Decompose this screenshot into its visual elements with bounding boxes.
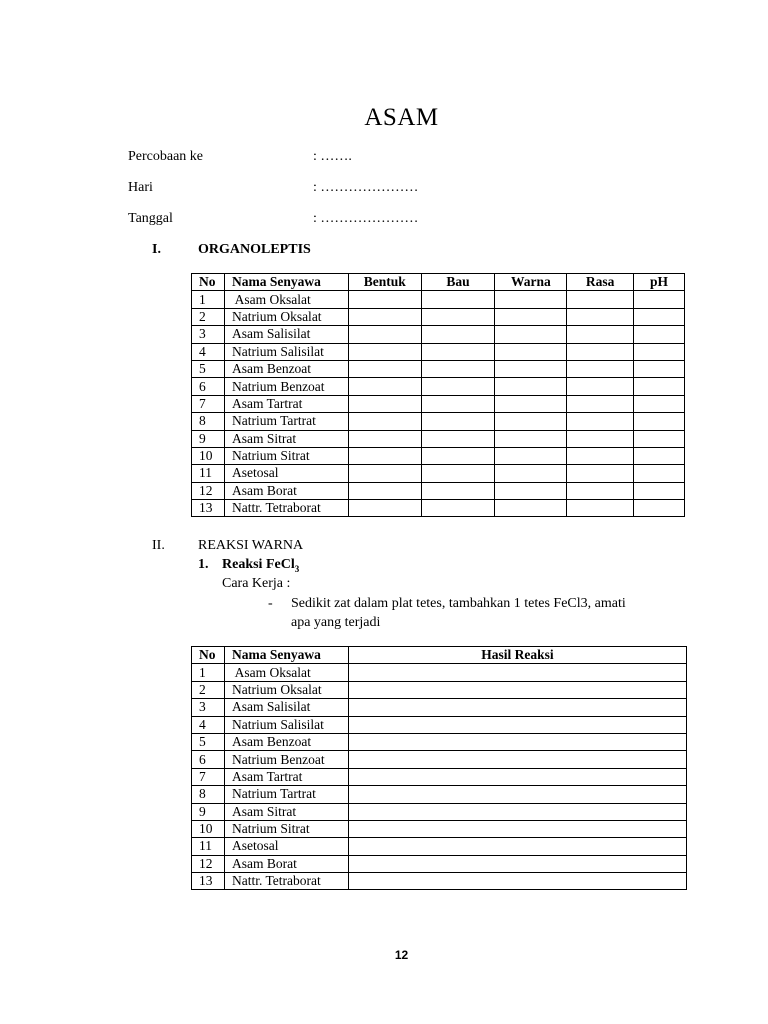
table-row — [192, 786, 687, 803]
table-row — [192, 716, 687, 733]
cell-empty — [567, 343, 634, 360]
cell-compound-name: Nattr. Tetraborat — [224, 500, 348, 517]
table-row — [192, 664, 687, 681]
cell-compound-name: Asetosal — [224, 465, 348, 482]
cell-empty — [348, 500, 421, 517]
table-row — [192, 733, 687, 750]
cell-empty — [634, 430, 685, 447]
table-header-row — [192, 274, 685, 291]
cell-empty — [421, 430, 495, 447]
table-header-row — [192, 647, 687, 664]
table-row — [192, 447, 685, 464]
cell-empty — [421, 360, 495, 377]
cell-empty — [495, 395, 567, 412]
reaksi-fecl3-table — [191, 646, 687, 890]
cell-empty — [421, 413, 495, 430]
cell-empty — [348, 360, 421, 377]
header-warna: Warna — [495, 274, 567, 291]
cell-empty — [567, 482, 634, 499]
cell-no: 12 — [192, 855, 225, 872]
meta-label-percobaan: Percobaan ke — [128, 149, 204, 164]
cell-empty — [567, 430, 634, 447]
cell-empty — [567, 378, 634, 395]
cell-empty — [421, 395, 495, 412]
cell-empty — [495, 482, 567, 499]
cell-empty — [495, 500, 567, 517]
cell-no: 13 — [192, 500, 225, 517]
cell-empty — [634, 395, 685, 412]
cell-compound-name: Natrium Benzoat — [224, 751, 348, 768]
page-number: 12 — [394, 948, 409, 962]
cell-no: 7 — [192, 768, 225, 785]
reaksi-table-body — [192, 664, 687, 890]
cell-empty — [495, 413, 567, 430]
cell-compound-name: Natrium Tartrat — [224, 786, 348, 803]
cell-empty — [495, 430, 567, 447]
cell-empty — [348, 820, 686, 837]
table-row — [192, 500, 685, 517]
page-title: ASAM — [364, 104, 439, 131]
cell-compound-name: Asetosal — [224, 838, 348, 855]
cell-empty — [348, 326, 421, 343]
cell-empty — [634, 343, 685, 360]
table-row — [192, 378, 685, 395]
table-row — [192, 395, 685, 412]
cell-compound-name: Natrium Tartrat — [224, 413, 348, 430]
cell-empty — [348, 733, 686, 750]
header-rasa: Rasa — [567, 274, 634, 291]
cell-empty — [421, 447, 495, 464]
cell-empty — [495, 343, 567, 360]
table-row — [192, 360, 685, 377]
table-row — [192, 873, 687, 890]
section2-number: II. — [152, 538, 165, 553]
cell-compound-name: Asam Salisilat — [224, 699, 348, 716]
cell-empty — [421, 308, 495, 325]
cell-empty — [348, 378, 421, 395]
meta-value-percobaan: : ……. — [313, 149, 352, 164]
cell-empty — [348, 430, 421, 447]
cell-empty — [421, 343, 495, 360]
cell-empty — [634, 447, 685, 464]
table-row — [192, 291, 685, 308]
cell-no: 2 — [192, 681, 225, 698]
table-row — [192, 326, 685, 343]
cell-no: 5 — [192, 733, 225, 750]
cell-empty — [421, 291, 495, 308]
cell-compound-name: Natrium Oksalat — [224, 308, 348, 325]
cell-no: 5 — [192, 360, 225, 377]
cell-empty — [495, 291, 567, 308]
cell-empty — [567, 500, 634, 517]
cell-empty — [348, 855, 686, 872]
cell-empty — [421, 326, 495, 343]
cell-empty — [348, 716, 686, 733]
table-row — [192, 699, 687, 716]
cell-empty — [348, 447, 421, 464]
cell-empty — [348, 786, 686, 803]
cell-empty — [634, 482, 685, 499]
cell-empty — [495, 326, 567, 343]
cell-no: 11 — [192, 465, 225, 482]
table-row — [192, 343, 685, 360]
meta-value-hari: : ………………… — [313, 180, 419, 195]
cell-empty — [421, 378, 495, 395]
cell-no: 13 — [192, 873, 225, 890]
cell-empty — [348, 413, 421, 430]
cell-empty — [348, 291, 421, 308]
header-bentuk: Bentuk — [348, 274, 421, 291]
cell-empty — [567, 395, 634, 412]
cell-empty — [495, 308, 567, 325]
cell-no: 9 — [192, 430, 225, 447]
cell-compound-name: Natrium Salisilat — [224, 343, 348, 360]
header-hasil-reaksi: Hasil Reaksi — [348, 647, 686, 664]
table-row — [192, 820, 687, 837]
cell-empty — [348, 482, 421, 499]
cell-compound-name: Nattr. Tetraborat — [224, 873, 348, 890]
cell-compound-name: Asam Borat — [224, 482, 348, 499]
cell-empty — [634, 326, 685, 343]
cell-empty — [348, 803, 686, 820]
cell-no: 4 — [192, 343, 225, 360]
cell-empty — [348, 681, 686, 698]
table-row — [192, 838, 687, 855]
cell-empty — [348, 768, 686, 785]
header-no: No — [192, 647, 225, 664]
cell-empty — [348, 751, 686, 768]
subsection-title-text: Reaksi FeCl — [222, 557, 295, 572]
cell-empty — [348, 838, 686, 855]
cell-no: 6 — [192, 751, 225, 768]
cell-empty — [421, 482, 495, 499]
cell-compound-name: Asam Sitrat — [224, 430, 348, 447]
cell-empty — [348, 699, 686, 716]
header-no: No — [192, 274, 225, 291]
cell-compound-name: Asam Tartrat — [224, 768, 348, 785]
header-nama-senyawa: Nama Senyawa — [224, 647, 348, 664]
cell-no: 4 — [192, 716, 225, 733]
cell-no: 10 — [192, 447, 225, 464]
cell-empty — [348, 664, 686, 681]
step-text-line1: Sedikit zat dalam plat tetes, tambahkan 1 tetes FeCl3, amati — [291, 596, 626, 611]
header-nama-senyawa: Nama Senyawa — [224, 274, 348, 291]
cell-empty — [348, 308, 421, 325]
cell-empty — [348, 465, 421, 482]
cell-empty — [567, 308, 634, 325]
cell-no: 6 — [192, 378, 225, 395]
cell-empty — [421, 465, 495, 482]
cell-empty — [348, 343, 421, 360]
cell-compound-name: Asam Sitrat — [224, 803, 348, 820]
cell-empty — [495, 378, 567, 395]
cell-no: 8 — [192, 413, 225, 430]
cell-empty — [348, 395, 421, 412]
cell-empty — [634, 465, 685, 482]
section1-number: I. — [152, 242, 161, 257]
cell-empty — [348, 873, 686, 890]
table-row — [192, 308, 685, 325]
section2-title: REAKSI WARNA — [198, 538, 304, 553]
cell-no: 3 — [192, 326, 225, 343]
table-row — [192, 681, 687, 698]
cell-compound-name: Natrium Benzoat — [224, 378, 348, 395]
cell-empty — [567, 447, 634, 464]
cell-no: 2 — [192, 308, 225, 325]
table-row — [192, 768, 687, 785]
cell-empty — [634, 308, 685, 325]
cell-empty — [634, 413, 685, 430]
cell-no: 10 — [192, 820, 225, 837]
step-bullet: - — [268, 596, 273, 611]
cell-empty — [634, 291, 685, 308]
cell-compound-name: Natrium Sitrat — [224, 447, 348, 464]
cell-empty — [495, 465, 567, 482]
meta-value-tanggal: : ………………… — [313, 211, 419, 226]
cell-compound-name: Asam Benzoat — [224, 360, 348, 377]
cell-no: 12 — [192, 482, 225, 499]
table-row — [192, 465, 685, 482]
header-ph: pH — [634, 274, 685, 291]
subsection-title-subscript: 3 — [294, 563, 300, 574]
cell-empty — [567, 465, 634, 482]
cell-compound-name: Asam Tartrat — [224, 395, 348, 412]
cell-empty — [495, 447, 567, 464]
subsection-title — [222, 557, 299, 574]
cell-compound-name: Asam Salisilat — [224, 326, 348, 343]
table-row — [192, 413, 685, 430]
subsection-number: 1. — [198, 557, 209, 572]
cell-empty — [634, 378, 685, 395]
cell-empty — [567, 413, 634, 430]
section1-title: ORGANOLEPTIS — [198, 242, 311, 257]
cell-no: 11 — [192, 838, 225, 855]
cell-compound-name: Asam Oksalat — [224, 291, 348, 308]
cell-compound-name: Natrium Sitrat — [224, 820, 348, 837]
cell-compound-name: Natrium Oksalat — [224, 681, 348, 698]
cell-empty — [634, 360, 685, 377]
cell-compound-name: Asam Oksalat — [224, 664, 348, 681]
table-row — [192, 855, 687, 872]
cell-no: 3 — [192, 699, 225, 716]
table-row — [192, 803, 687, 820]
cell-no: 8 — [192, 786, 225, 803]
cell-compound-name: Asam Borat — [224, 855, 348, 872]
cell-empty — [567, 326, 634, 343]
cell-no: 1 — [192, 664, 225, 681]
table-row — [192, 430, 685, 447]
cell-compound-name: Natrium Salisilat — [224, 716, 348, 733]
organoleptis-table-body — [192, 291, 685, 517]
cell-empty — [567, 360, 634, 377]
cell-no: 1 — [192, 291, 225, 308]
cell-empty — [634, 500, 685, 517]
cell-compound-name: Asam Benzoat — [224, 733, 348, 750]
header-bau: Bau — [421, 274, 495, 291]
step-text-line2: apa yang terjadi — [291, 615, 381, 630]
cell-empty — [421, 500, 495, 517]
meta-label-tanggal: Tanggal — [128, 211, 173, 226]
cara-kerja-label: Cara Kerja : — [222, 576, 291, 591]
table-row — [192, 751, 687, 768]
cell-no: 9 — [192, 803, 225, 820]
table-row — [192, 482, 685, 499]
meta-label-hari: Hari — [128, 180, 153, 195]
cell-no: 7 — [192, 395, 225, 412]
cell-empty — [567, 291, 634, 308]
organoleptis-table — [191, 273, 685, 517]
cell-empty — [495, 360, 567, 377]
